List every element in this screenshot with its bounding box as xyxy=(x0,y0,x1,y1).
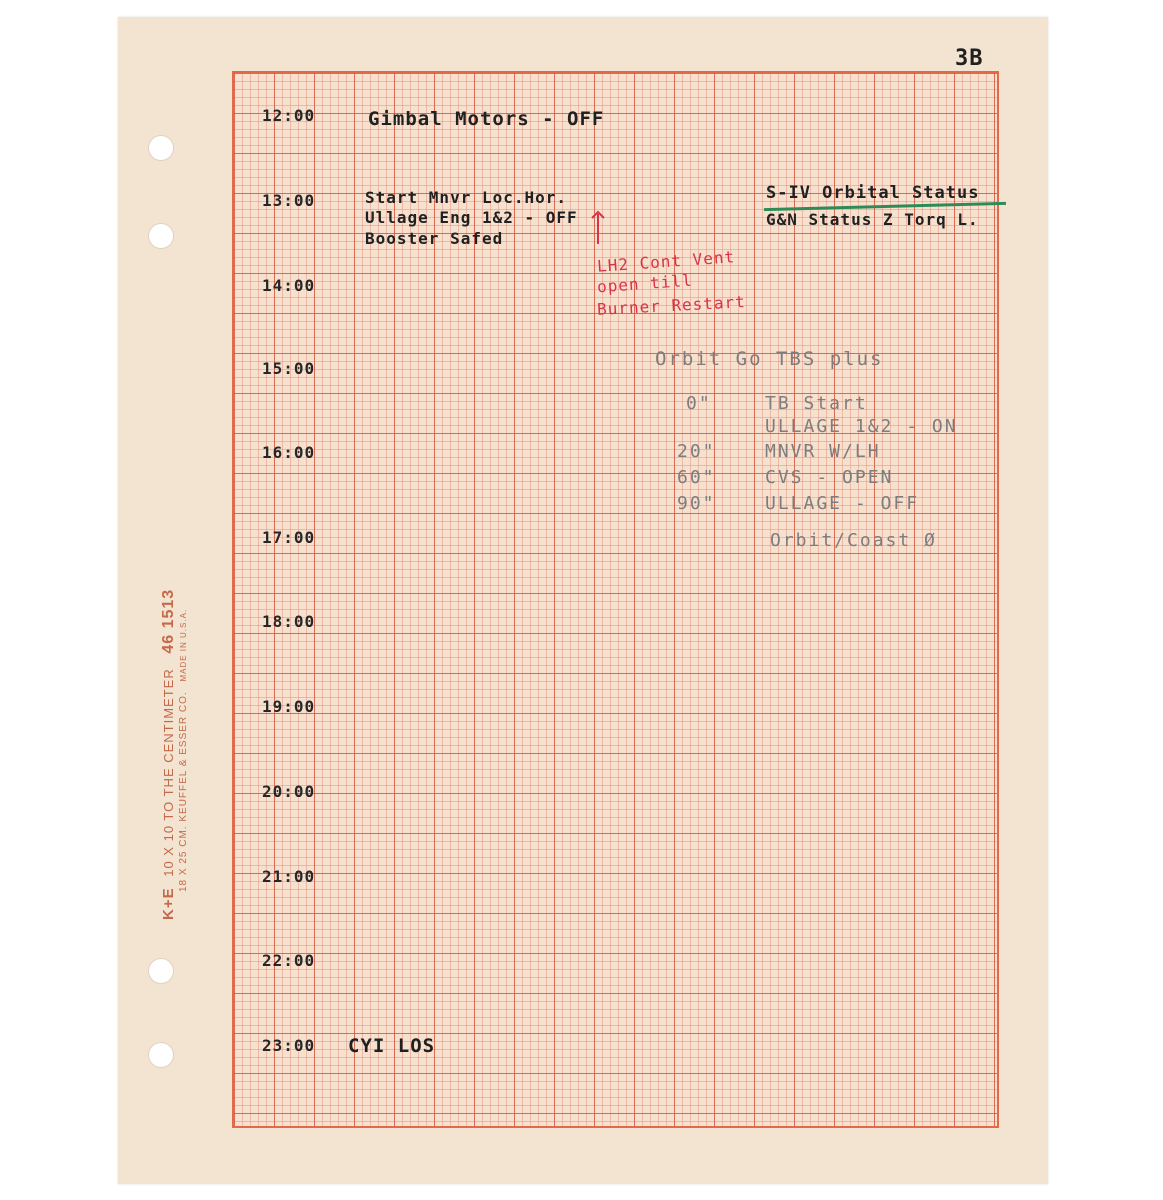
imprint-line-1: 10 X 10 TO THE CENTIMETER xyxy=(161,668,176,877)
page-number: 3B xyxy=(955,46,984,71)
time-label-14: 14:00 xyxy=(262,276,316,295)
time-label-21: 21:00 xyxy=(262,867,316,886)
entry-ullage-off: Ullage Eng 1&2 - OFF xyxy=(365,208,578,227)
time-label-15: 15:00 xyxy=(262,359,316,378)
red-note-line-1: LH2 Cont Vent xyxy=(596,247,736,276)
binder-hole-1 xyxy=(148,135,174,161)
manufacturer-imprint xyxy=(160,589,189,920)
time-label-12: 12:00 xyxy=(262,106,316,125)
ke-logo: K+E xyxy=(160,887,177,920)
pencil-step-ullage-on: ULLAGE 1&2 - ON xyxy=(765,416,958,437)
red-arrow-icon xyxy=(578,210,618,250)
pencil-header: Orbit Go TBS plus xyxy=(655,348,884,370)
time-label-16: 16:00 xyxy=(262,443,316,462)
entry-orbital-status: S-IV Orbital Status xyxy=(766,183,980,203)
imprint-made: MADE IN U.S.A. xyxy=(179,608,188,682)
time-label-17: 17:00 xyxy=(262,528,316,547)
binder-hole-4 xyxy=(148,1042,174,1068)
binder-hole-3 xyxy=(148,958,174,984)
entry-gimbal-motors: Gimbal Motors - OFF xyxy=(368,108,605,130)
entry-start-mnvr: Start Mnvr Loc.Hor. xyxy=(365,188,568,207)
pencil-step-orbit-coast: Orbit/Coast Ø xyxy=(770,530,937,551)
time-label-20: 20:00 xyxy=(262,782,316,801)
pencil-time-90: 90" xyxy=(677,493,716,514)
binder-hole-2 xyxy=(148,223,174,249)
time-label-19: 19:00 xyxy=(262,697,316,716)
red-note-line-3: Burner Restart xyxy=(596,292,747,319)
time-label-22: 22:00 xyxy=(262,951,316,970)
pencil-step-ullage-off: ULLAGE - OFF xyxy=(765,493,920,514)
pencil-time-60: 60" xyxy=(677,467,716,488)
pencil-step-tb-start: TB Start xyxy=(765,393,868,414)
imprint-line-2: 18 X 25 CM. KEUFFEL & ESSER CO. xyxy=(178,691,189,892)
time-label-23: 23:00 xyxy=(262,1036,316,1055)
time-label-13: 13:00 xyxy=(262,191,316,210)
entry-cyi-los: CYI LOS xyxy=(348,1035,436,1057)
pencil-time-0: 0" xyxy=(686,393,712,414)
pencil-step-cvs-open: CVS - OPEN xyxy=(765,467,894,488)
red-note-line-2: open till xyxy=(596,270,694,297)
pencil-time-20: 20" xyxy=(677,441,716,462)
entry-booster-safed: Booster Safed xyxy=(365,229,504,248)
entry-gn-status: G&N Status Z Torq L. xyxy=(766,210,979,229)
pencil-step-mnvr: MNVR W/LH xyxy=(765,441,881,462)
imprint-model: 46 1513 xyxy=(160,588,177,654)
time-label-18: 18:00 xyxy=(262,612,316,631)
